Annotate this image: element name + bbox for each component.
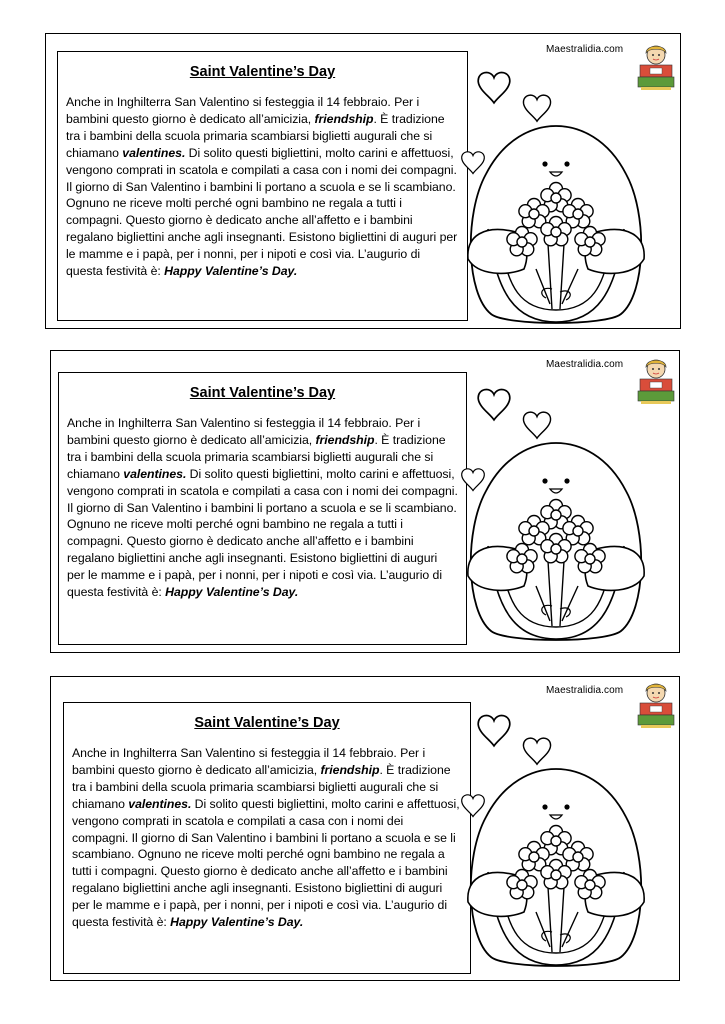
- body-emphasis: friendship: [314, 111, 374, 126]
- body-text: Di solito questi bigliettini, molto carini e affettuosi, vengono comprati in scatola e compilati a casa con i nomi dei compagni. Il giorno di San Valentino i bambini li portano a scuola e se li scambiano. Ognuno ne riceve molti perché ogni bambino ne regala a tutti i compagni. Questo giorno è dedicato anche all’affetto e i bambini regalano bigliettini anche agli insegnanti. Esistono bigliettini di auguri per le mamme e i papà, per i nonni, per i nipoti e così via. L’augurio di questa festività è:: [67, 466, 458, 600]
- body-emphasis: Happy Valentine’s Day.: [165, 585, 299, 600]
- penguin-with-flowers-icon: [451, 707, 661, 969]
- site-name: Maestralidia.com: [546, 44, 624, 55]
- body-emphasis: Happy Valentine’s Day.: [164, 264, 298, 279]
- body-text: Di solito questi bigliettini, molto carini e affettuosi, vengono comprati in scatola e compilati a casa con i nomi dei compagni. Il giorno di San Valentino i bambini li portano a scuola e se li scambiano. Ognuno ne riceve molti perché ogni bambino ne regala a tutti i compagni. Questo giorno è dedicato anche all’affetto e i bambini regalano bigliettini anche agli insegnanti. Esistono bigliettini di auguri per le mamme e i papà, per i nonni, per i nipoti e così via. L’augurio di questa festività è:: [66, 145, 458, 279]
- card: [45, 33, 681, 329]
- penguin-with-flowers-icon: [451, 381, 661, 643]
- card-body: [67, 415, 458, 601]
- card: [50, 350, 680, 653]
- body-emphasis: friendship: [315, 432, 375, 447]
- body-emphasis: valentines.: [123, 466, 187, 481]
- site-name: Maestralidia.com: [546, 685, 624, 696]
- card: [50, 676, 680, 981]
- body-text: Anche in Inghilterra San Valentino si festeggia il 14 febbraio. Per i bambini questo giorno è dedicato all’amicizia,: [66, 95, 420, 126]
- body-text: Anche in Inghilterra San Valentino si festeggia il 14 febbraio. Per i bambini questo giorno è dedicato all’amicizia,: [67, 416, 421, 447]
- body-emphasis: Happy Valentine’s Day.: [170, 915, 304, 930]
- body-text: . È tradizione tra i bambini della scuola primaria scambiarsi biglietti augurali che si chiamano: [67, 432, 446, 481]
- card-body: [66, 94, 459, 280]
- body-text: . È tradizione tra i bambini della scuola primaria scambiarsi biglietti augurali che si chiamano: [66, 111, 445, 160]
- card-title: Saint Valentine’s Day: [194, 715, 340, 731]
- body-text: Di solito questi bigliettini, molto carini e affettuosi, vengono comprati in scatola e compilati a casa con i nomi dei compagni. Il giorno di San Valentino i bambini li portano a scuola e se li scambiano. Ognuno ne riceve molti perché ogni bambino ne regala a tutti i compagni. Questo giorno è dedicato anche all’affetto e i bambini regalano bigliettini anche agli insegnanti. Esistono bigliettini di auguri per le mamme e i papà, per i nonni, per i nipoti e così via. L’augurio di questa festività è:: [72, 796, 460, 930]
- card-title: Saint Valentine’s Day: [189, 385, 336, 401]
- card-body: [72, 745, 462, 931]
- card-title: Saint Valentine’s Day: [189, 64, 336, 80]
- text-box: [63, 702, 471, 974]
- text-box: [58, 372, 467, 645]
- body-emphasis: friendship: [320, 762, 380, 777]
- body-text: . È tradizione tra i bambini della scuola primaria scambiarsi biglietti augurali che si chiamano: [72, 762, 451, 811]
- penguin-with-flowers-icon: [451, 64, 661, 326]
- body-emphasis: valentines.: [128, 796, 192, 811]
- body-emphasis: valentines.: [122, 145, 186, 160]
- body-text: Anche in Inghilterra San Valentino si festeggia il 14 febbraio. Per i bambini questo giorno è dedicato all’amicizia,: [72, 746, 426, 777]
- site-name: Maestralidia.com: [546, 359, 624, 370]
- text-box: [57, 51, 468, 321]
